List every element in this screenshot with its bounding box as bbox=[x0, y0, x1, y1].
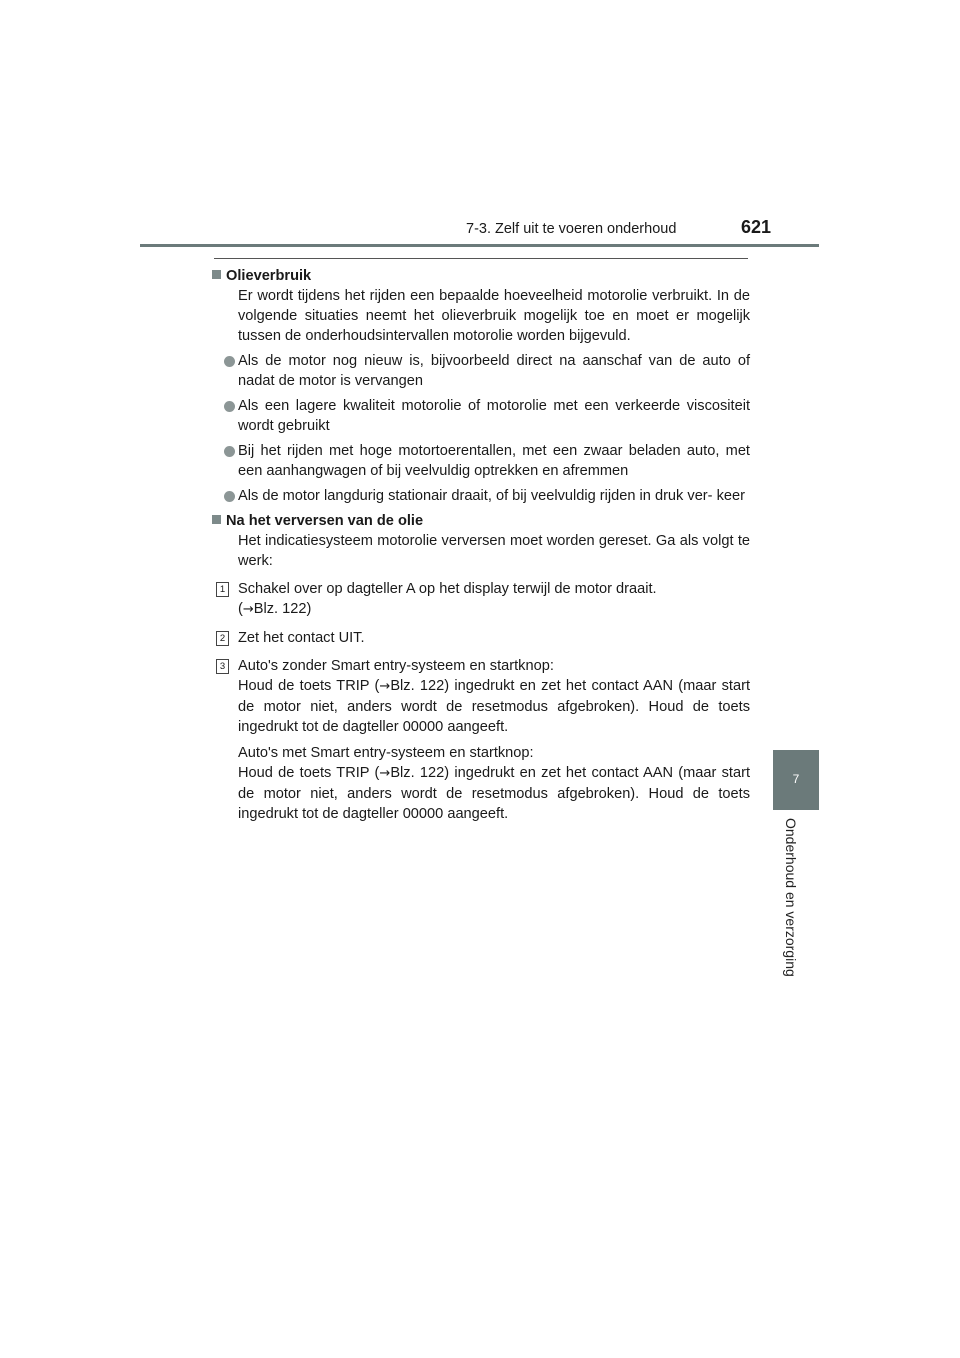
chapter-tab bbox=[773, 750, 819, 810]
section-intro: Het indicatiesysteem motorolie verversen moet worden gereset. Ga als volgt te werk: bbox=[238, 533, 750, 569]
arrow-right-icon: → bbox=[242, 602, 254, 617]
section-title: 7-3. Zelf uit te voeren onderhoud bbox=[466, 221, 677, 237]
arrow-right-icon: → bbox=[379, 679, 391, 694]
step-2 bbox=[219, 628, 750, 648]
step-text: Zet het contact UIT. bbox=[238, 630, 365, 646]
step-text: Auto's zonder Smart entry-systeem en startknop: Houd de toets TRIP (→Blz. 122) ingedrukt en zet het contact AAN (maar start de motor niet, anders wordt de resetmodus afgebroken). Houd de toets ingedrukt tot de dagteller 00000 aangeeft. bbox=[238, 658, 751, 735]
square-bullet-icon bbox=[212, 270, 221, 279]
section-heading: Olieverbruik bbox=[212, 266, 750, 286]
step-1 bbox=[219, 579, 750, 620]
circle-bullet-icon bbox=[224, 401, 235, 412]
square-bullet-icon bbox=[212, 515, 221, 524]
section-heading: Na het verversen van de olie bbox=[212, 511, 750, 531]
list-item: Als de motor langdurig stationair draait, of bij veelvuldig rijden in druk ver- keer bbox=[238, 486, 750, 506]
arrow-right-icon: → bbox=[379, 766, 391, 781]
content bbox=[212, 266, 750, 824]
list-item: Als de motor nog nieuw is, bijvoorbeeld direct na aanschaf van de auto of nadat de motor is vervangen bbox=[238, 351, 750, 391]
circle-bullet-icon bbox=[224, 491, 235, 502]
step-text: Schakel over op dagteller A op het display terwijl de motor draait. (→Blz. 122) bbox=[238, 581, 657, 617]
step-3 bbox=[219, 656, 751, 824]
chapter-number: 7 bbox=[792, 772, 800, 786]
content-rule bbox=[214, 258, 748, 259]
page-number: 621 bbox=[741, 217, 772, 237]
step-text: Auto's met Smart entry-systeem en startknop: Houd de toets TRIP (→Blz. 122) ingedrukt en zet het contact AAN (maar start de motor niet, anders wordt de resetmodus afgebroken). Houd de toets ingedrukt tot de dagteller 00000 aangeeft. bbox=[238, 745, 751, 822]
step-number: 2 bbox=[216, 631, 229, 646]
list-item: Bij het rijden met hoge motortoerentallen, met een zwaar beladen auto, met een aanhangwagen of bij veelvuldig optrekken en afremmen bbox=[238, 441, 750, 481]
circle-bullet-icon bbox=[224, 446, 235, 457]
section-intro: Er wordt tijdens het rijden een bepaalde hoeveelheid motorolie verbruikt. In de volgende situaties neemt het olieverbruik mogelijk toe en moet er mogelijk tussen de onderhoudsintervallen motorolie worden bijgevuld. bbox=[238, 288, 750, 344]
step-number: 3 bbox=[216, 659, 229, 674]
list-item: Als een lagere kwaliteit motorolie of motorolie met een verkeerde viscositeit wordt gebruikt bbox=[238, 396, 750, 436]
circle-bullet-icon bbox=[224, 356, 235, 367]
step-number: 1 bbox=[216, 582, 229, 597]
chapter-label: Onderhoud en verzorging bbox=[783, 818, 799, 977]
header-rule bbox=[140, 244, 819, 247]
